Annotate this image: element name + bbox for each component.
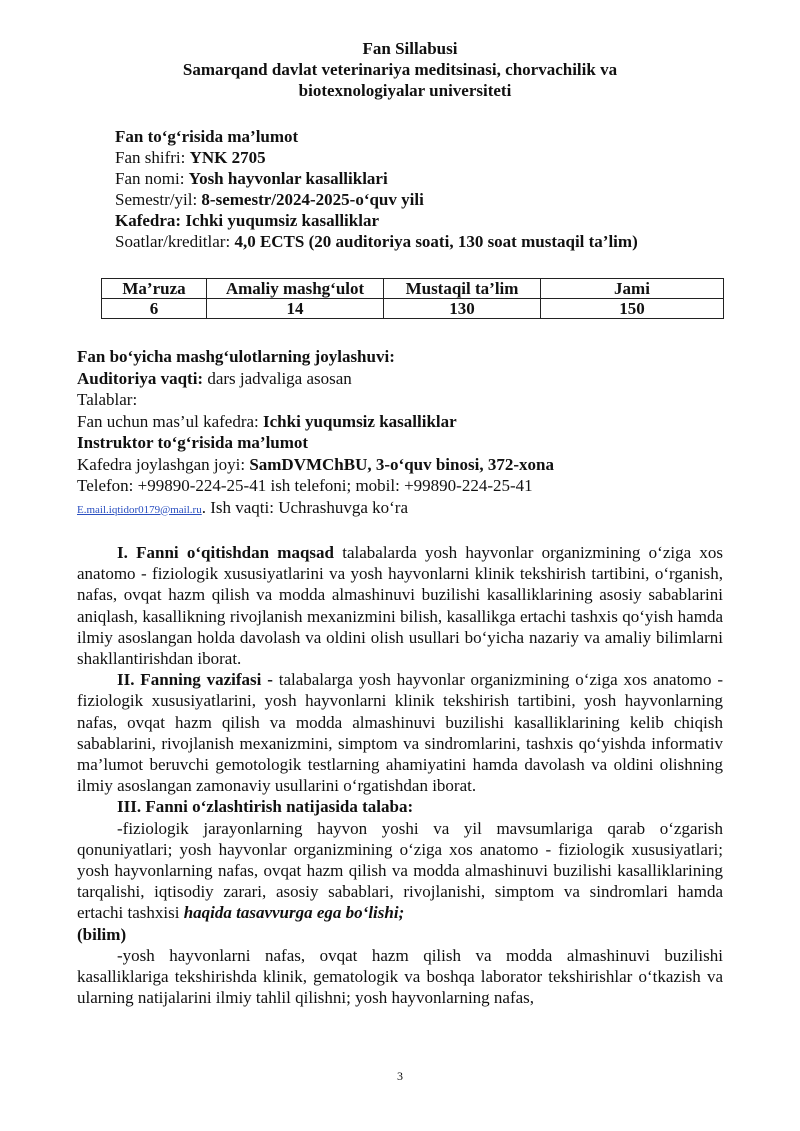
responsible-dept-value: Ichki yuqumsiz kasalliklar <box>263 411 457 431</box>
hours-header-independent: Mustaqil ta’lim <box>384 279 541 299</box>
section-outcomes-title <box>77 796 723 817</box>
syllabus-body <box>77 542 723 1008</box>
outcome-skills-text: -yosh hayvonlarni nafas, ovqat hazm qilish va modda almashinuvi buzilishi kasalliklariga tekshirishda klinik, gematologik va boshqa laborator tekshirishlar o‘tkazish va ularning natijalarini ilmiy tahlil qilishni; yosh hayvonlarning nafas, <box>77 945 723 1008</box>
hours-row <box>115 231 638 252</box>
page-number: 3 <box>397 1069 403 1083</box>
hours-header-lecture: Ma’ruza <box>102 279 207 299</box>
section-outcomes-knowledge <box>77 818 723 945</box>
header-university-line2: biotexnologiyalar universiteti <box>298 81 512 100</box>
section-tasks <box>77 669 723 796</box>
hours-value: 4,0 ECTS (20 auditoriya soati, 130 soat mustaqil ta’lim) <box>234 232 638 251</box>
semester-row <box>115 189 638 210</box>
course-info-heading: Fan to‘g‘risida ma’lumot <box>115 127 299 146</box>
section-goal <box>77 542 723 669</box>
section-tasks-text: talabalarga yosh hayvonlar organizmining o‘ziga xos anatomo - fiziologik xususiyatlarini, yosh hayvonlarni klinik tekshirish tartibini, yosh hayvonlarning nafas, ovqat hazm qilish va modda almashinuvi buzilishi kasalliklarining kelib chiqish sabablarini, rivojlanish mexanizmini, simptom va sindromlarini, tashxis qo‘yishda informativ ma’lumot beruvchi gemotologik testlarning ahamiyatini hamda davolash va oldini olishning ilmiy asoslangan zamonaviy usullarini o‘rgatishdan iborat. <box>77 670 724 796</box>
document-header <box>0 38 800 101</box>
hours-header-practical: Amaliy mashg‘ulot <box>207 279 384 299</box>
hours-header-total: Jami <box>541 279 724 299</box>
requirements-label: Talablar: <box>77 390 138 409</box>
header-university-line1: Samarqand davlat veterinariya meditsinasi, chorvachilik va <box>182 60 618 79</box>
dept-location-value: SamDVMChBU, 3-o‘quv binosi, 372-xona <box>249 454 554 474</box>
hours-table-header-row <box>102 279 724 299</box>
work-time: . Ish vaqti: Uchrashuvga ko‘ra <box>201 497 409 517</box>
section-goal-text: talabalarda yosh hayvonlar organizmining o‘ziga xos anatomo - fiziologik xususiyatlarini va yosh hayvonlarni klinik tekshirish tartibini, o‘rganish, nafas, ovqat hazm qilish va modda almashinuvi buzilishi kasalliklarining asosiy sabablarini aniqlash, kasallikning rivojlanish mexanizmini bilish, kasallikga ertachi tashxis qo‘yish hamda ilmiy asoslangan holda davolash va oldini olish usullari bo‘yicha nazariy va amaliy bilimlarni shakllantirishdan iborat. <box>77 543 724 669</box>
outcome-knowledge-text: -fiziologik jarayonlarning hayvon yoshi va yil mavsumlariga qarab o‘zgarish qonuniyatlari; yosh hayvonlar organizmining o‘ziga xos anatomo - fiziologik xususiyatlari; yosh hayvonlarning nafas, ovqat hazm qilish va modda almashinuvi buzilishi kasalliklarining tarqalishi, iqtisodiy zarari, asosiy sabablari, rivojlanishi, simptom va sindromlari hamda ertachi tashxisi <box>77 818 723 923</box>
section-outcomes-heading: III. Fanni o‘zlashtirish natijasida talaba: <box>117 797 414 817</box>
section-tasks-title: II. Fanning vazifasi - <box>117 670 273 690</box>
header-title: Fan Sillabusi <box>362 39 458 58</box>
location-info <box>77 346 554 521</box>
course-name-label: Fan nomi: <box>115 169 189 188</box>
department-row: Kafedra: Ichki yuqumsiz kasalliklar <box>115 211 380 230</box>
audit-label: Auditoriya vaqti: <box>77 368 204 388</box>
audit-row <box>77 368 554 390</box>
phone-row: Telefon: +99890-224-25-41 ish telefoni; mobil: +99890-224-25-41 <box>77 476 533 495</box>
instructor-heading: Instruktor to‘g‘risida ma’lumot <box>77 433 309 452</box>
section-outcomes-skills <box>77 945 723 1009</box>
location-heading: Fan bo‘yicha mashg‘ulotlarning joylashuvi: <box>77 347 395 366</box>
hours-value-practical: 14 <box>207 299 384 319</box>
responsible-dept-row <box>77 411 554 433</box>
course-name-value: Yosh hayvonlar kasalliklari <box>188 169 388 188</box>
audit-value: dars jadvaliga asosan <box>203 368 352 388</box>
section-goal-title: I. Fanni o‘qitishdan maqsad <box>117 543 334 562</box>
course-info <box>115 126 638 252</box>
semester-value: 8-semestr/2024-2025-o‘quv yili <box>201 190 424 209</box>
outcome-knowledge-tag: (bilim) <box>77 924 127 944</box>
course-name-row <box>115 168 638 189</box>
email-row <box>77 497 554 522</box>
hours-value-independent: 130 <box>384 299 541 319</box>
responsible-dept-label: Fan uchun mas’ul kafedra: <box>77 411 263 431</box>
hours-table <box>101 278 724 319</box>
hours-table-value-row <box>102 299 724 319</box>
hours-label: Soatlar/kreditlar: <box>115 232 235 251</box>
email-link[interactable]: E.mail.iqtidor0179@mail.ru <box>77 503 202 516</box>
outcome-knowledge-emphasis: haqida tasavvurga ega bo‘lishi; <box>183 903 405 923</box>
dept-location-row <box>77 454 554 476</box>
hours-value-total: 150 <box>541 299 724 319</box>
semester-label: Semestr/yil: <box>115 190 202 209</box>
dept-location-label: Kafedra joylashgan joyi: <box>77 454 250 474</box>
course-code-label: Fan shifri: <box>115 148 190 167</box>
course-code-value: YNK 2705 <box>189 148 266 167</box>
hours-value-lecture: 6 <box>102 299 207 319</box>
course-code-row <box>115 147 638 168</box>
